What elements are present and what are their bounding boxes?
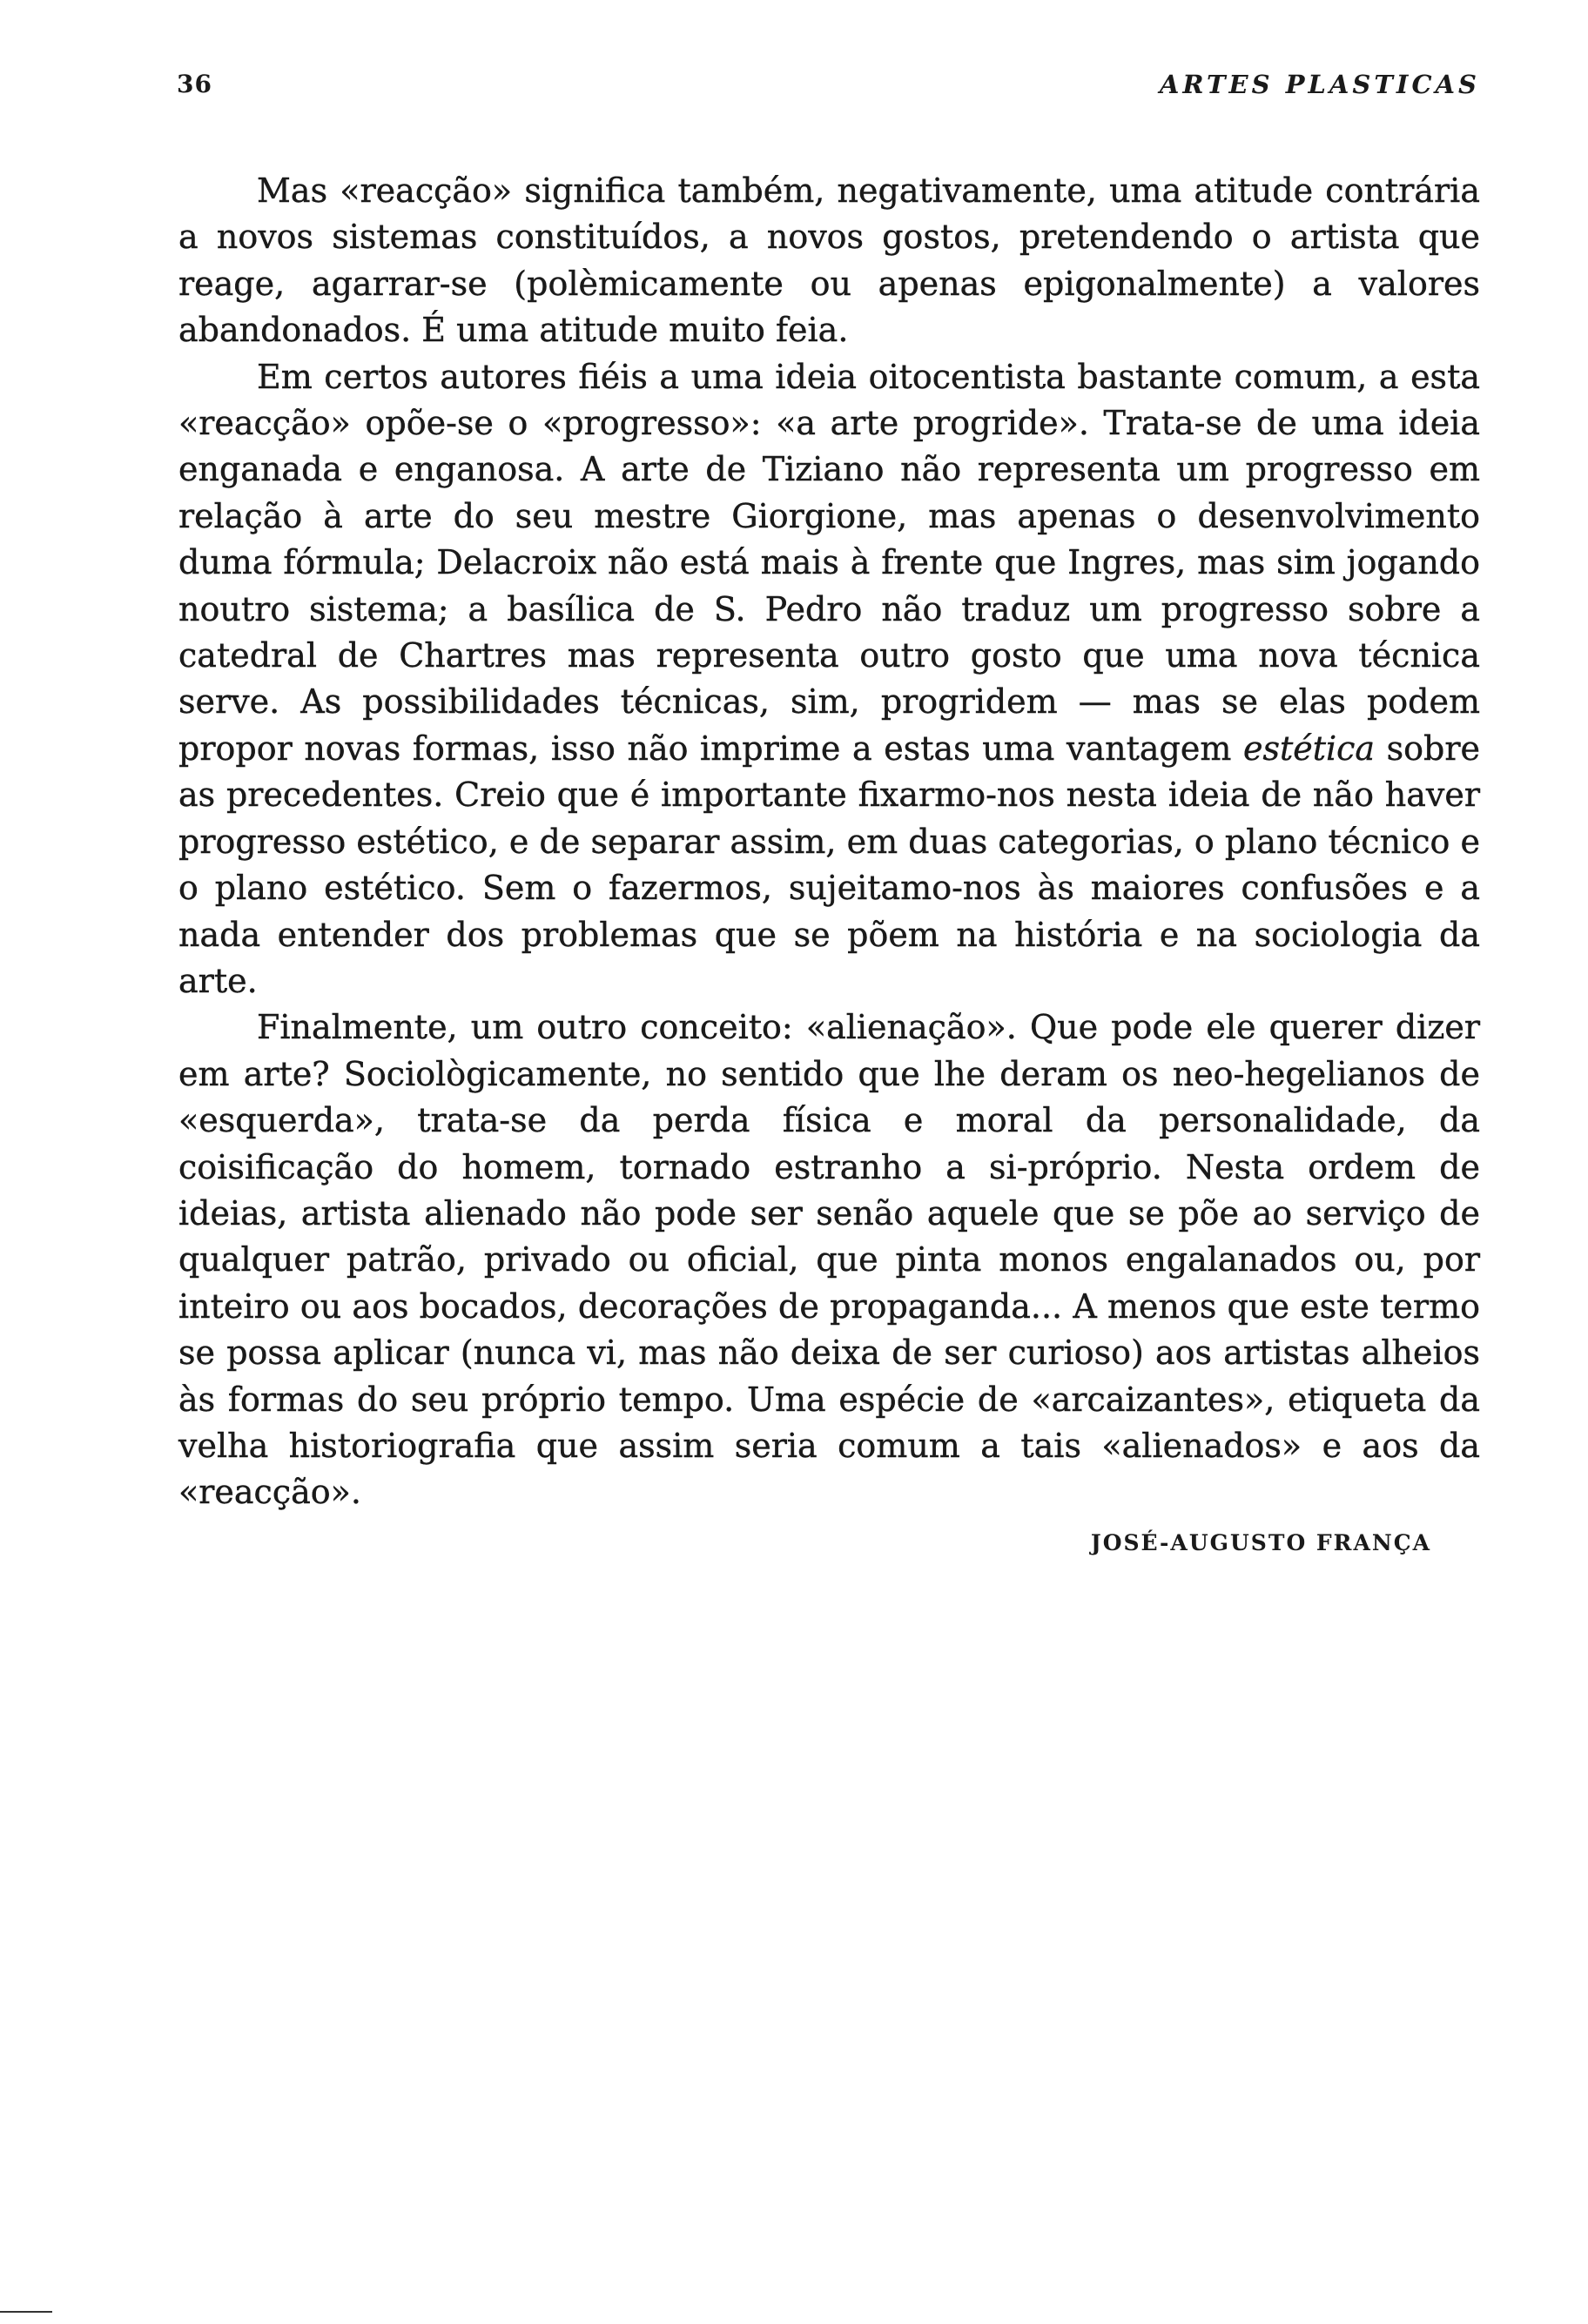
author-signature: JOSÉ-AUGUSTO FRANÇA bbox=[1090, 1530, 1431, 1555]
paragraph-2-text-b: sobre as precedentes. Creio que é importante fixarmo-nos nesta ideia de não haver progresso estético, e de separar assim, em duas categorias, o plano técnico e o plano estético. Sem o fazermos, sujeitamo-nos às maiores confusões e a nada entender dos problemas que se põem na história e na sociologia da arte. bbox=[178, 729, 1481, 1000]
paragraph-2-emphasis: estética bbox=[1242, 729, 1376, 768]
paragraph-1 bbox=[178, 168, 1480, 354]
paragraph-3-text: Finalmente, um outro conceito: «alienação». Que pode ele querer dizer em arte? Sociològicamente, no sentido que lhe deram os neo-hegelianos de «esquerda», trata-se da perda física e moral da personalidade, da coisificação do homem, tornado estranho a si-próprio. Nesta ordem de ideias, artista alienado não pode ser senão aquele que se põe ao serviço de qualquer patrão, privado ou oficial, que pinta monos engalanados ou, por inteiro ou aos bocados, decorações de propaganda... A menos que este termo se possa aplicar (nunca vi, mas não deixa de ser curioso) aos artistas alheios às formas do seu próprio tempo. Uma espécie de «arcaizantes», etiqueta da velha historiografia que assim seria comum a tais «alienados» e aos da «reacção». bbox=[178, 1008, 1480, 1512]
paragraph-1-text: Mas «reacção» significa também, negativamente, uma atitude contrária a novos sistemas constituídos, a novos gostos, pretendendo o artista que reage, agarrar-se (polèmicamente ou apenas epigonalmente) a valores abandonados. É uma atitude muito feia. bbox=[178, 171, 1480, 350]
scan-edge-mark bbox=[0, 2311, 52, 2313]
running-header bbox=[177, 70, 1480, 104]
page-number: 36 bbox=[177, 70, 212, 98]
running-title: ARTES PLASTICAS bbox=[1159, 70, 1480, 99]
article-body bbox=[178, 168, 1480, 1516]
paragraph-2 bbox=[178, 354, 1480, 1005]
paragraph-3 bbox=[178, 1004, 1480, 1515]
paragraph-2-text-a: Em certos autores fiéis a uma ideia oitocentista bastante comum, a esta «reacção» opõe-se o «progresso»: «a arte progride». Trata-se de uma ideia enganada e enganosa. A arte de Tiziano não representa um progresso em relação à arte do seu mestre Giorgione, mas apenas o desenvolvimento duma fórmula; Delacroix não está mais à frente que Ingres, mas sim jogando noutro sistema; a basílica de S. Pedro não traduz um progresso sobre a catedral de Chartres mas representa outro gosto que uma nova técnica serve. As possibilidades técnicas, sim, progridem — mas se elas podem propor novas formas, isso não imprime a estas uma vantagem bbox=[178, 357, 1480, 768]
